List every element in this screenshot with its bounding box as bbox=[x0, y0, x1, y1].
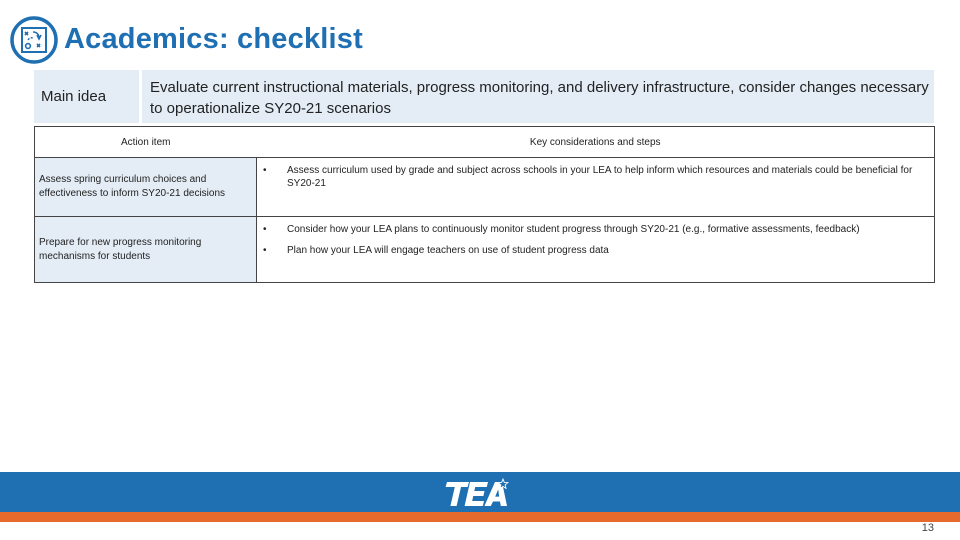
page-title: Academics: checklist bbox=[64, 23, 363, 55]
action-item-header: Action item bbox=[35, 127, 257, 158]
table-header-row bbox=[35, 127, 935, 158]
tea-logo bbox=[443, 476, 523, 510]
steps-cell bbox=[257, 158, 935, 217]
main-idea-text: Evaluate current instructional materials, progress monitoring, and delivery infrastructure, consider changes necessary to operationalize SY20-21 scenarios bbox=[142, 70, 934, 123]
checklist-strategy-icon bbox=[10, 16, 58, 64]
main-idea-banner bbox=[34, 70, 934, 123]
list-item bbox=[257, 164, 934, 190]
steps-cell bbox=[257, 217, 935, 283]
list-item bbox=[257, 244, 934, 257]
list-item bbox=[257, 223, 934, 236]
table-row bbox=[35, 217, 935, 283]
step-text: Assess curriculum used by grade and subject across schools in your LEA to help inform which resources and materials could be beneficial for SY20-21 bbox=[287, 165, 913, 189]
table-row bbox=[35, 158, 935, 217]
step-text: Plan how your LEA will engage teachers on use of student progress data bbox=[287, 245, 609, 256]
key-considerations-header: Key considerations and steps bbox=[257, 127, 935, 158]
main-idea-label: Main idea bbox=[34, 70, 142, 123]
footer-accent-stripe bbox=[0, 512, 960, 522]
bullet-icon: • bbox=[263, 165, 267, 176]
steps-list bbox=[257, 223, 934, 257]
step-text: Consider how your LEA plans to continuously monitor student progress through SY20-21 (e.g., formative assessments, feedback) bbox=[287, 224, 860, 235]
action-item-cell: Assess spring curriculum choices and effectiveness to inform SY20-21 decisions bbox=[35, 158, 257, 217]
action-item-cell: Prepare for new progress monitoring mechanisms for students bbox=[35, 217, 257, 283]
steps-list bbox=[257, 164, 934, 190]
bullet-icon: • bbox=[263, 245, 267, 256]
checklist-table bbox=[34, 126, 935, 283]
page-number: 13 bbox=[921, 522, 934, 534]
bullet-icon: • bbox=[263, 224, 267, 235]
